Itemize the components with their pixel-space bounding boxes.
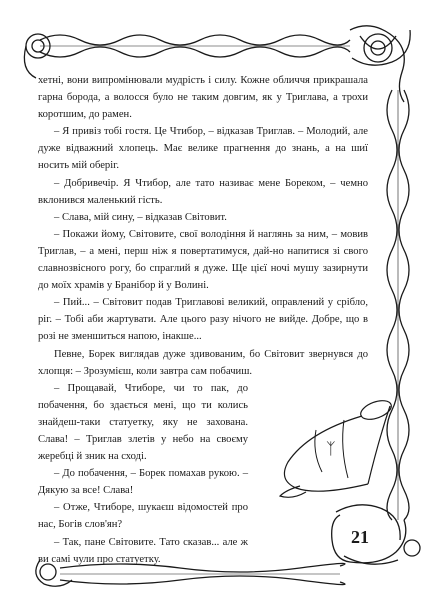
paragraph: – Так, пане Світовите. Тато сказав... але ж ви самі чули про статуетку. (38, 536, 248, 565)
paragraph: – Покажи йому, Світовите, свої володіння й наглянь за ним, – мовив Триглав, – а мені, перш ніж я повертатимуся, дай-но напитися зі свого славнозвісного рогу, бо спраглий я дуже. Ще цієї ночі мушу зазирнути до моїх храмів у Бранібор й у Волині. (38, 228, 368, 292)
paragraph: хетні, вони випромінювали мудрість і силу. Кожне обличчя прикрашала гарна борода, а волосся було не таким довгим, як у Триглава, а трохи коротшим, до рамен. (38, 75, 368, 121)
paragraph: Певне, Борек виглядав дуже здивованим, бо Світовит звернувся до хлопця: – Зрозумієш, коли завтра сам побачиш. (38, 348, 368, 377)
paragraph: – Отже, Чтиборе, шукаєш відомостей про нас, Богів слов'ян? (38, 502, 248, 531)
paragraph: – Прощавай, Чтиборе, чи то пак, до побачення, бо здається мені, що ти колись знайдеш-таки статуетку, яку не захована. Слава! – Триглав злетів у небо на своєму жеребці й зник на сході. (38, 382, 248, 463)
drinking-horn-illustration (248, 392, 398, 502)
paragraph: – Пий... – Світовит подав Триглавові великий, оправлений у срібло, ріг. – Тобі аби жартувати. Але цього разу нічого не вийде. Добре, що в розі не зменшиться напою, інакше... (38, 297, 368, 343)
paragraph: – До побачення, – Борек помахав рукою. – Дякую за все! Слава! (38, 468, 248, 497)
paragraph: – Слава, мій сину, – відказав Світовит. (54, 211, 227, 223)
paragraph: – Добривечір. Я Чтибор, але тато називає мене Бореком, – чемно вклонився маленький гість. (38, 177, 368, 206)
svg-text:ᛉ: ᛉ (326, 439, 336, 458)
page-number: 21 (351, 527, 369, 547)
paragraph: – Я привіз тобі гостя. Це Чтибор, – відказав Триглав. – Молодий, але дуже відважний хлопець. Має велике прагнення до знань, а на шиї носить мій оберіг. (38, 126, 368, 172)
